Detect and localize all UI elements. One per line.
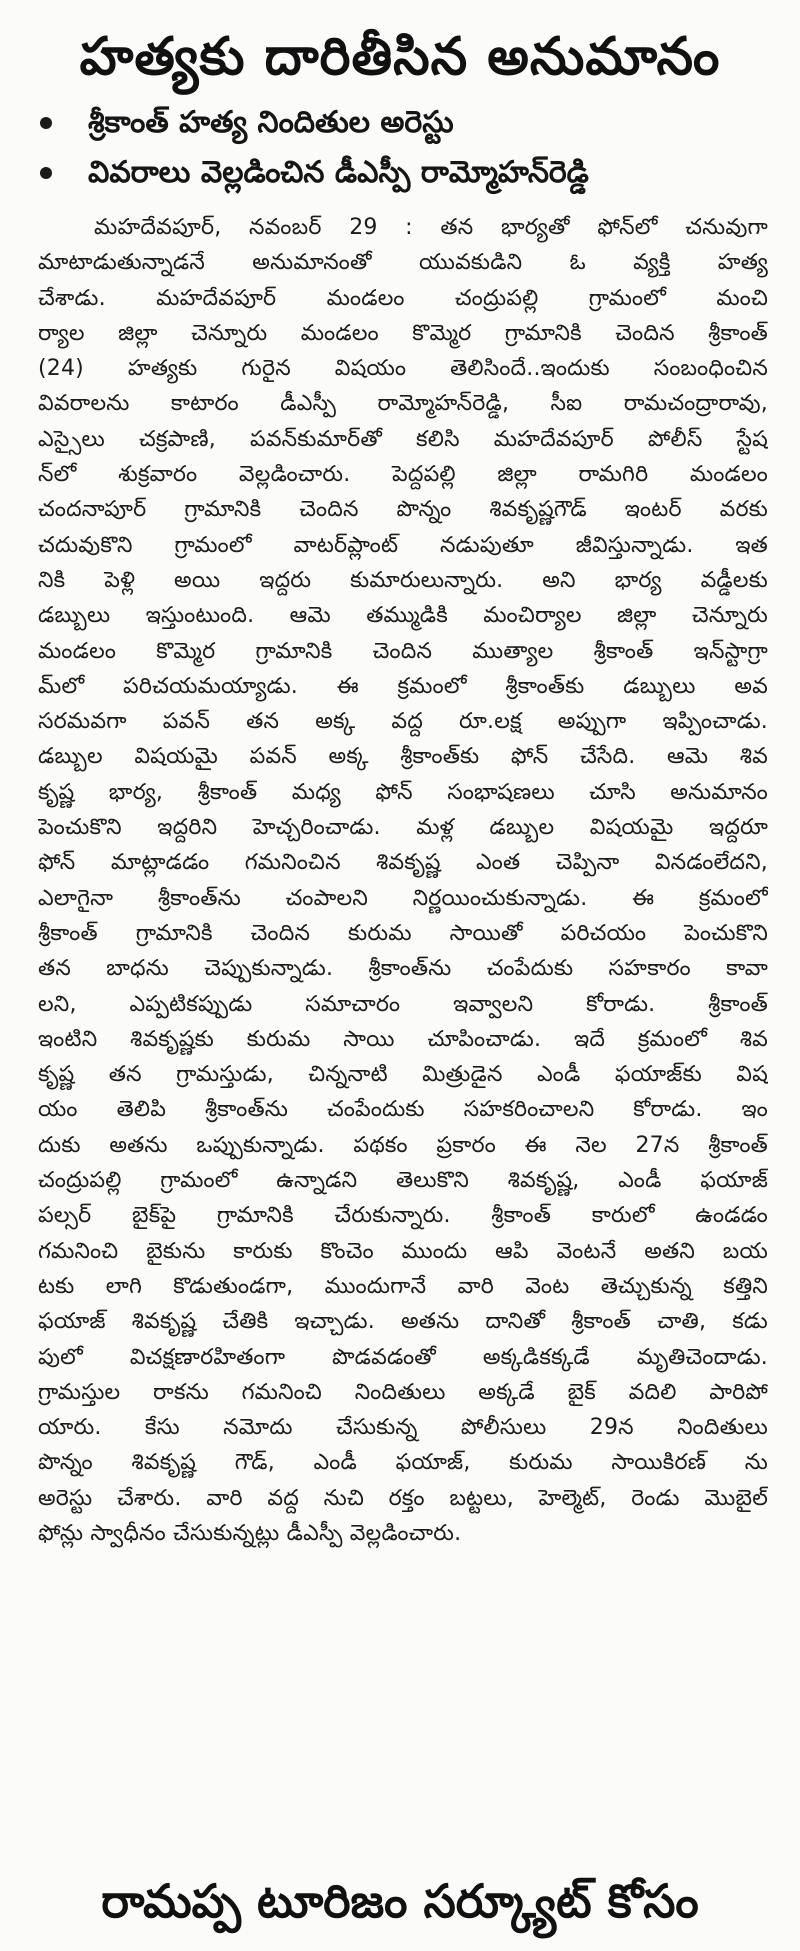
- article-subheads: [36, 98, 776, 198]
- body-line: టకు లాగి కొడుతుండగా, ముందుగానే వారి వెంట తెచ్చుకున్న కత్తిని: [38, 1273, 768, 1299]
- body-line: డబ్బులు ఇస్తుంటుంది. ఆమె తమ్ముడికి మంచిర్యాల జిల్లా చెన్నూరు: [38, 603, 768, 629]
- article-body: [38, 210, 768, 1551]
- body-line: మహదేవపూర్, నవంబర్ 29 : తన భార్యతో ఫోన్‌లో చనువుగా: [94, 215, 768, 240]
- body-line: అరెస్టు చేశారు. వారి వద్ద నుచి రక్తం బట్టలు, హెల్మెట్, రెండు మొబైల్: [38, 1485, 768, 1511]
- body-line: కృష్ణ తన గ్రామస్తుడు, చిన్ననాటి మిత్రుడైన ఎండీ ఫయాజ్‌కు విష: [38, 1062, 768, 1088]
- body-line: తన బాధను చెప్పుకున్నాడు. శ్రీకాంత్‌ను చంపేదుకు సహకారం కావా: [38, 956, 768, 982]
- body-line: డబ్బుల విషయమై పవన్ అక్క శ్రీకాంత్‌కు ఫోన్ చేసేది. ఆమె శివ: [38, 744, 768, 770]
- body-line: మాటాడుతున్నాడనే అనుమానంతో యువకుడిని ఓ వ్యక్తి హత్య: [38, 250, 768, 276]
- bullet-icon: [40, 167, 52, 179]
- body-line: గ్రామస్తుల రాకను గమనించి నిందితులు అక్కడే బైక్ వదిలి పారిపో: [38, 1379, 768, 1405]
- body-line: ఇంటిని శివకృష్ణకు కురుమ సాయి చూపించాడు. ఇదే క్రమంలో శివ: [38, 1026, 768, 1052]
- body-line: లని, ఎప్పటికప్పుడు సమాచారం ఇవ్వాలని కోరాడు. శ్రీకాంత్: [38, 991, 768, 1017]
- body-line: ఎస్సైలు చక్రపాణి, పవన్‌కుమార్‌తో కలిసి మహదేవపూర్ పోలీస్ స్టేష: [38, 426, 768, 452]
- body-line: ఎలాగైనా శ్రీకాంత్‌ను చంపాలని నిర్ణయించుకున్నాడు. ఈ క్రమంలో: [38, 885, 768, 911]
- body-line: సరమవగా పవన్ తన అక్క వద్ద రూ.లక్ష అప్పుగా ఇప్పించాడు.: [38, 709, 768, 735]
- body-line: నికి పెళ్లి అయి ఇద్దరు కుమారులున్నారు. అని భార్య వడ్డీలకు: [38, 567, 768, 593]
- subhead-item: [36, 98, 776, 148]
- article-headline: హత్యకు దారితీసిన అనుమానం: [79, 27, 721, 87]
- body-line: మ్‌లో పరిచయమయ్యాడు. ఈ క్రమంలో శ్రీకాంత్‌కు డబ్బులు అవ: [38, 673, 768, 699]
- next-article-headline: రామప్ప టూరిజం సర్క్యూట్ కోసం: [101, 1874, 699, 1928]
- body-line: ర్యాల జిల్లా చెన్నూరు మండలం కొమ్మెర గ్రామానికి చెందిన శ్రీకాంత్: [38, 320, 768, 346]
- subhead-text: వివరాలు వెల్లడించిన డీఎస్పీ రామ్మోహన్‌రెడ్డి: [88, 155, 589, 190]
- body-line: ఫోన్ మాట్లాడడం గమనించిన శివకృష్ణ ఎంత చెప్పినా వినడంలేదని,: [38, 850, 768, 876]
- body-line: పులో విచక్షణారహితంగా పొడవడంతో అక్కడికక్కడే మృతిచెందాడు.: [38, 1344, 768, 1370]
- body-line: పొన్నం శివకృష్ణ గౌడ్, ఎండీ ఫయాజ్, కురుమ సాయికిరణ్ ను: [38, 1450, 768, 1476]
- body-line: (24) హత్యకు గురైన విషయం తెలిసిందే..ఇందుకు సంబంధించిన: [38, 356, 768, 382]
- subhead-text: శ్రీకాంత్ హత్య నిందితుల అరెస్టు: [88, 105, 454, 140]
- body-line: చందనాపూర్ గ్రామానికి చెందిన పొన్నం శివకృష్ణగౌడ్ ఇంటర్ వరకు: [38, 497, 768, 523]
- body-line: ఫయాజ్ శివకృష్ణ చేతికి ఇచ్చాడు. అతను దానితో శ్రీకాంత్ చాతి, కడు: [38, 1309, 768, 1335]
- body-line: దుకు అతను ఒప్పుకున్నాడు. పథకం ప్రకారం ఈ నెల 27న శ్రీకాంత్: [38, 1132, 768, 1158]
- body-line: చేశాడు. మహదేవపూర్ మండలం చంద్రుపల్లి గ్రామంలో మంచి: [38, 285, 768, 311]
- body-line: చదువుకొని గ్రామంలో వాటర్‌ప్లాంట్ నడుపుతూ జీవిస్తున్నాడు. ఇత: [38, 532, 768, 558]
- body-line: వివరాలను కాటారం డీఎస్పీ రామ్మోహన్‌రెడ్డి, సీఐ రామచంద్రారావు,: [38, 391, 768, 417]
- body-line: న్‌లో శుక్రవారం వెల్లడించారు. పెద్దపల్లి జిల్లా రామగిరి మండలం: [38, 462, 768, 488]
- body-line: శ్రీకాంత్ గ్రామానికి చెందిన కురుమ సాయితో పరిచయం పెంచుకొని: [38, 920, 768, 946]
- subhead-item: [36, 148, 776, 198]
- body-line: యం తెలిపి శ్రీకాంత్‌ను చంపేందుకు సహకరించాలని కోరాడు. ఇం: [38, 1097, 768, 1123]
- body-line: యారు. కేసు నమోదు చేసుకున్న పోలీసులు 29న నిందితులు: [38, 1415, 768, 1441]
- body-line: ఫోన్లు స్వాధీనం చేసుకున్నట్లు డీఎస్పీ వెల్లడించారు.: [38, 1520, 462, 1546]
- body-line: చంద్రుపల్లి గ్రామంలో ఉన్నాడని తెలుకొని శివకృష్ణ, ఎండీ ఫయాజ్: [38, 1168, 768, 1194]
- body-line: పెంచుకొని ఇద్దరిని హెచ్చరించాడు. మళ్ల డబ్బుల విషయమై ఇద్దరూ: [38, 815, 768, 841]
- bullet-icon: [40, 117, 52, 129]
- body-line: గమనించి బైకును కారుకు కొంచెం ముందు ఆపి వెంటనే అతని బయ: [38, 1238, 768, 1264]
- body-line: మండలం కొమ్మెర గ్రామానికి చెందిన ముత్యాల శ్రీకాంత్ ఇన్‌స్టాగ్రా: [38, 638, 768, 664]
- body-line: పల్సర్ బైక్‌పై గ్రామానికి చేరుకున్నారు. శ్రీకాంత్ కారులో ఉండడం: [38, 1203, 768, 1229]
- body-line: కృష్ణ భార్య, శ్రీకాంత్ మధ్య ఫోన్ సంభాషణలు చూసి అనుమానం: [38, 779, 768, 805]
